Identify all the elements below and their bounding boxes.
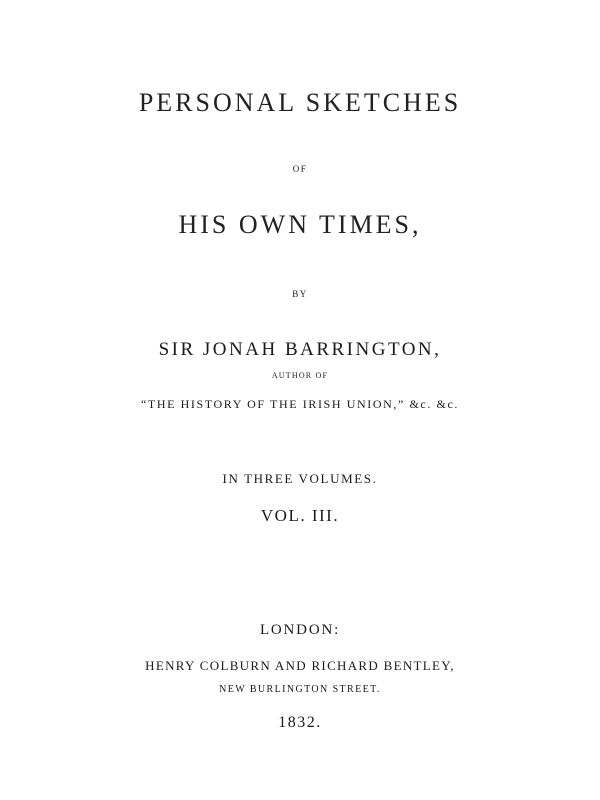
prior-work-title: “THE HISTORY OF THE IRISH UNION,” &c. &c. <box>140 397 460 411</box>
volume-number: VOL. III. <box>260 506 340 525</box>
book-title-line-1: PERSONAL SKETCHES <box>138 88 462 117</box>
by-line: BY <box>292 289 308 299</box>
publication-place: LONDON: <box>259 622 341 638</box>
publisher-address: NEW BURLINGTON STREET. <box>219 684 381 695</box>
author-name: SIR JONAH BARRINGTON, <box>158 339 442 360</box>
book-title-line-2: HIS OWN TIMES, <box>178 210 422 239</box>
author-of-label: AUTHOR OF <box>271 371 329 380</box>
volume-count: IN THREE VOLUMES. <box>222 471 378 486</box>
publication-year: 1832. <box>278 714 322 731</box>
publisher-name: HENRY COLBURN AND RICHARD BENTLEY, <box>145 658 455 673</box>
title-connector-of: OF <box>292 164 308 174</box>
